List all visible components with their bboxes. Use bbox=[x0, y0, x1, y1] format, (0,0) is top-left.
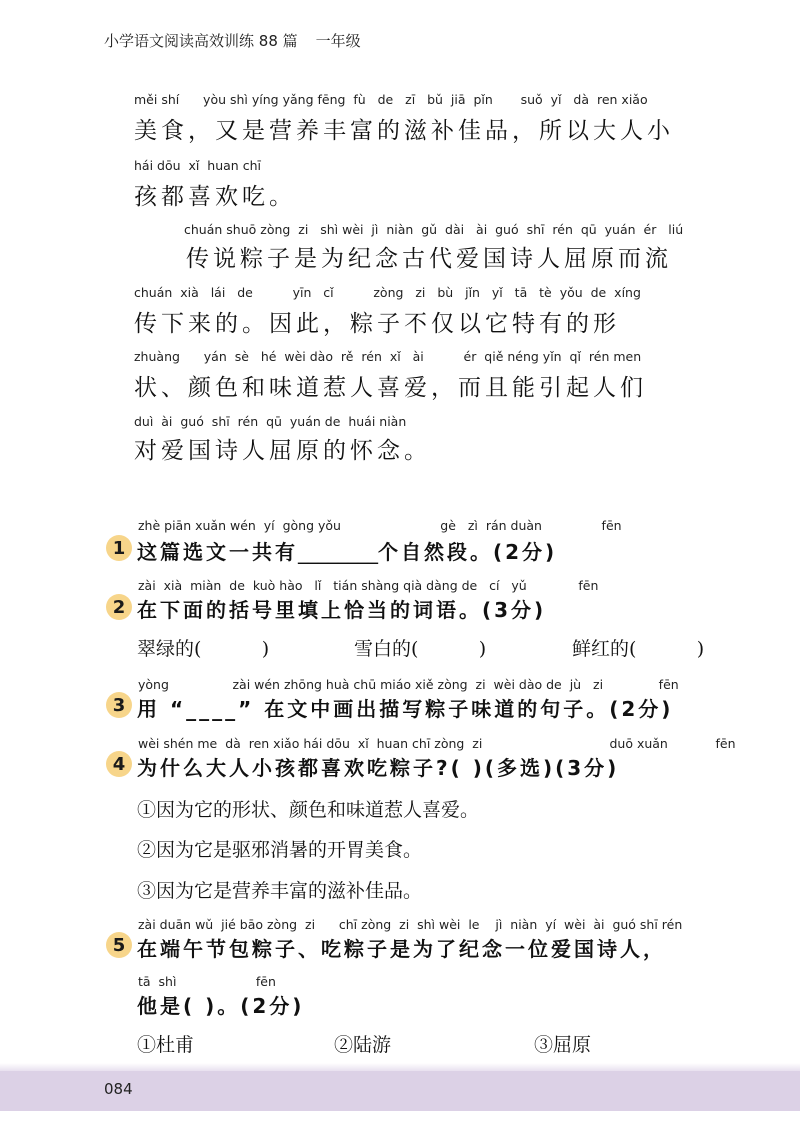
question-text: 用 “____” 在文中画出描写粽子味道的句子。(2分) bbox=[137, 697, 674, 721]
question-pinyin: yòng zài wén zhōng huà chū miáo xiě zòng zi wèi dào de jù zi fēn bbox=[138, 677, 679, 692]
answer-blank[interactable]: ________ bbox=[298, 540, 378, 564]
question-pinyin: zhè piān xuǎn wén yí gòng yǒu gè zì rán duàn fēn bbox=[138, 518, 622, 533]
question-number-badge: 4 bbox=[106, 751, 132, 777]
choice-option[interactable]: ①因为它的形状、颜色和味道惹人喜爱。 bbox=[137, 799, 480, 821]
page-number: 084 bbox=[104, 1080, 133, 1098]
question-text-a: 这篇选文一共有 bbox=[137, 540, 298, 564]
fill-blank-option[interactable]: 鲜红的( ) bbox=[572, 638, 705, 660]
passage-line: 传下来的。因此，粽子不仅以它特有的形 bbox=[134, 311, 620, 337]
question-number-badge: 1 bbox=[106, 535, 132, 561]
pinyin-line: hái dōu xǐ huan chī bbox=[134, 158, 261, 173]
question-pinyin: zài duān wǔ jié bāo zòng zi chī zòng zi shì wèi le jì niàn yí wèi ài guó shī rén bbox=[138, 917, 683, 932]
question-number-badge: 5 bbox=[106, 932, 132, 958]
pinyin-line: duì ài guó shī rén qū yuán de huái niàn bbox=[134, 414, 407, 429]
passage-line: 孩都喜欢吃。 bbox=[134, 184, 296, 210]
passage-line: 传说粽子是为纪念古代爱国诗人屈原而流 bbox=[186, 246, 672, 272]
choice-option[interactable]: ②因为它是驱邪消暑的开胃美食。 bbox=[137, 839, 423, 861]
fill-blank-option[interactable]: 翠绿的( ) bbox=[137, 638, 270, 660]
question-number-badge: 2 bbox=[106, 594, 132, 620]
question-number-badge: 3 bbox=[106, 692, 132, 718]
question-pinyin: wèi shén me dà ren xiǎo hái dōu xǐ huan chī zòng zi duō xuǎn fēn bbox=[138, 736, 736, 751]
book-title: 小学语文阅读高效训练 88 篇 bbox=[104, 32, 298, 50]
choice-option[interactable]: ③屈原 bbox=[534, 1034, 592, 1056]
grade-label: 一年级 bbox=[315, 32, 361, 50]
choice-option[interactable]: ②陆游 bbox=[334, 1034, 392, 1056]
question-text: 在端午节包粽子、吃粽子是为了纪念一位爱国诗人， bbox=[137, 937, 666, 961]
question-pinyin: tā shì fēn bbox=[138, 974, 276, 989]
question-text: 为什么大人小孩都喜欢吃粽子?( )(多选)(3分) bbox=[137, 756, 620, 780]
passage-line: 对爱国诗人屈原的怀念。 bbox=[134, 438, 431, 464]
question-text-b: 个自然段。(2分) bbox=[378, 540, 558, 564]
pinyin-line: zhuàng yán sè hé wèi dào rě rén xǐ ài ér qiě néng yǐn qǐ rén men bbox=[134, 349, 642, 364]
pinyin-line: chuán shuō zòng zi shì wèi jì niàn gǔ dài ài guó shī rén qū yuán ér liú bbox=[184, 222, 684, 237]
question-text-cont: 他是( )。(2分) bbox=[137, 994, 305, 1018]
question-text bbox=[137, 536, 557, 565]
question-pinyin: zài xià miàn de kuò hào lǐ tián shàng qià dàng de cí yǔ fēn bbox=[138, 578, 599, 593]
passage-line: 美食，又是营养丰富的滋补佳品，所以大人小 bbox=[134, 118, 674, 144]
pinyin-line: chuán xià lái de yīn cǐ zòng zi bù jǐn yǐ tā tè yǒu de xíng bbox=[134, 285, 641, 300]
choice-option[interactable]: ③因为它是营养丰富的滋补佳品。 bbox=[137, 880, 423, 902]
book-header bbox=[104, 30, 361, 51]
question-text: 在下面的括号里填上恰当的词语。(3分) bbox=[137, 598, 547, 622]
pinyin-line: měi shí yòu shì yíng yǎng fēng fù de zī bǔ jiā pǐn suǒ yǐ dà ren xiǎo bbox=[134, 92, 648, 107]
choice-option[interactable]: ①杜甫 bbox=[137, 1034, 195, 1056]
footer-fade bbox=[0, 1063, 800, 1071]
fill-blank-option[interactable]: 雪白的( ) bbox=[354, 638, 487, 660]
passage-line: 状、颜色和味道惹人喜爱，而且能引起人们 bbox=[134, 375, 647, 401]
